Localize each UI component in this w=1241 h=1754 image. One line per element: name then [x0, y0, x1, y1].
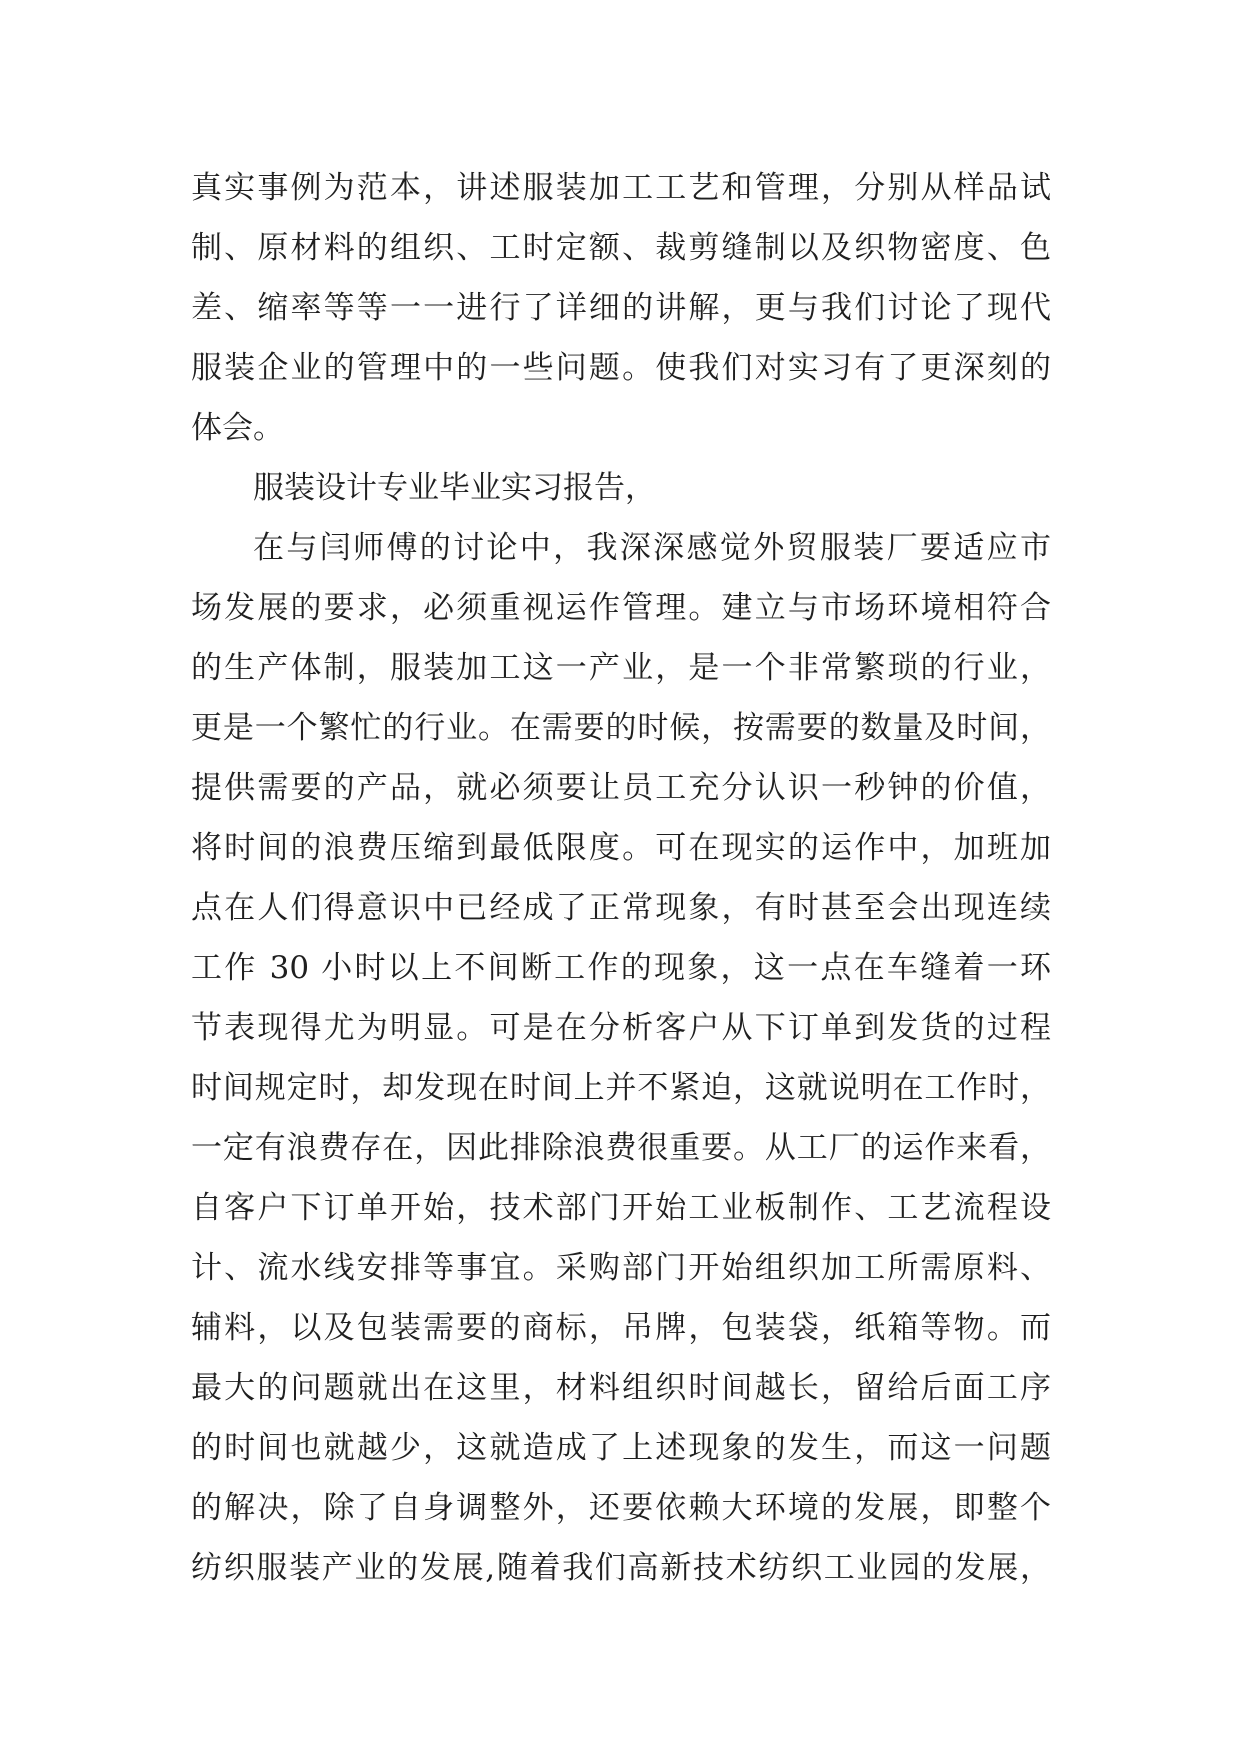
text-line: 体会。: [191, 410, 284, 446]
text-line: 辅料，以及包装需要的商标，吊牌，包装袋，纸箱等物。而: [191, 1310, 1051, 1346]
text-line: 工作 30 小时以上不间断工作的现象，这一点在车缝着一环: [191, 950, 1051, 986]
text-line: 的解决，除了自身调整外，还要依赖大环境的发展，即整个: [191, 1490, 1051, 1526]
text-line: 场发展的要求，必须重视运作管理。建立与市场环境相符合: [191, 590, 1051, 626]
section-heading: 服装设计专业毕业实习报告，: [253, 470, 656, 506]
text-line: 更是一个繁忙的行业。在需要的时候，按需要的数量及时间，: [191, 710, 1051, 746]
text-line: 计、流水线安排等事宜。采购部门开始组织加工所需原料、: [191, 1250, 1051, 1286]
text-line: 自客户下订单开始，技术部门开始工业板制作、工艺流程设: [191, 1190, 1051, 1226]
text-line: 的生产体制，服装加工这一产业，是一个非常繁琐的行业，: [191, 650, 1051, 686]
text-line: 最大的问题就出在这里，材料组织时间越长，留给后面工序: [191, 1370, 1051, 1406]
text-line: 真实事例为范本，讲述服装加工工艺和管理，分别从样品试: [191, 170, 1051, 206]
text-line: 点在人们得意识中已经成了正常现象，有时甚至会出现连续: [191, 890, 1051, 926]
text-line: 在与闫师傅的讨论中，我深深感觉外贸服装厂要适应市: [253, 530, 1051, 566]
text-line: 服装企业的管理中的一些问题。使我们对实习有了更深刻的: [191, 350, 1051, 386]
text-line: 差、缩率等等一一进行了详细的讲解，更与我们讨论了现代: [191, 290, 1051, 326]
text-line: 将时间的浪费压缩到最低限度。可在现实的运作中，加班加: [191, 830, 1051, 866]
text-line: 制、原材料的组织、工时定额、裁剪缝制以及织物密度、色: [191, 230, 1051, 266]
text-line: 的时间也就越少，这就造成了上述现象的发生，而这一问题: [191, 1430, 1051, 1466]
text-line: 节表现得尤为明显。可是在分析客户从下订单到发货的过程: [191, 1010, 1051, 1046]
text-line: 一定有浪费存在，因此排除浪费很重要。从工厂的运作来看，: [191, 1130, 1051, 1166]
body-text: [191, 158, 1051, 1598]
text-line: 提供需要的产品，就必须要让员工充分认识一秒钟的价值，: [191, 770, 1051, 806]
text-line: 纺织服装产业的发展,随着我们高新技术纺织工业园的发展，: [191, 1550, 1051, 1586]
text-line: 时间规定时，却发现在时间上并不紧迫，这就说明在工作时，: [191, 1070, 1051, 1106]
